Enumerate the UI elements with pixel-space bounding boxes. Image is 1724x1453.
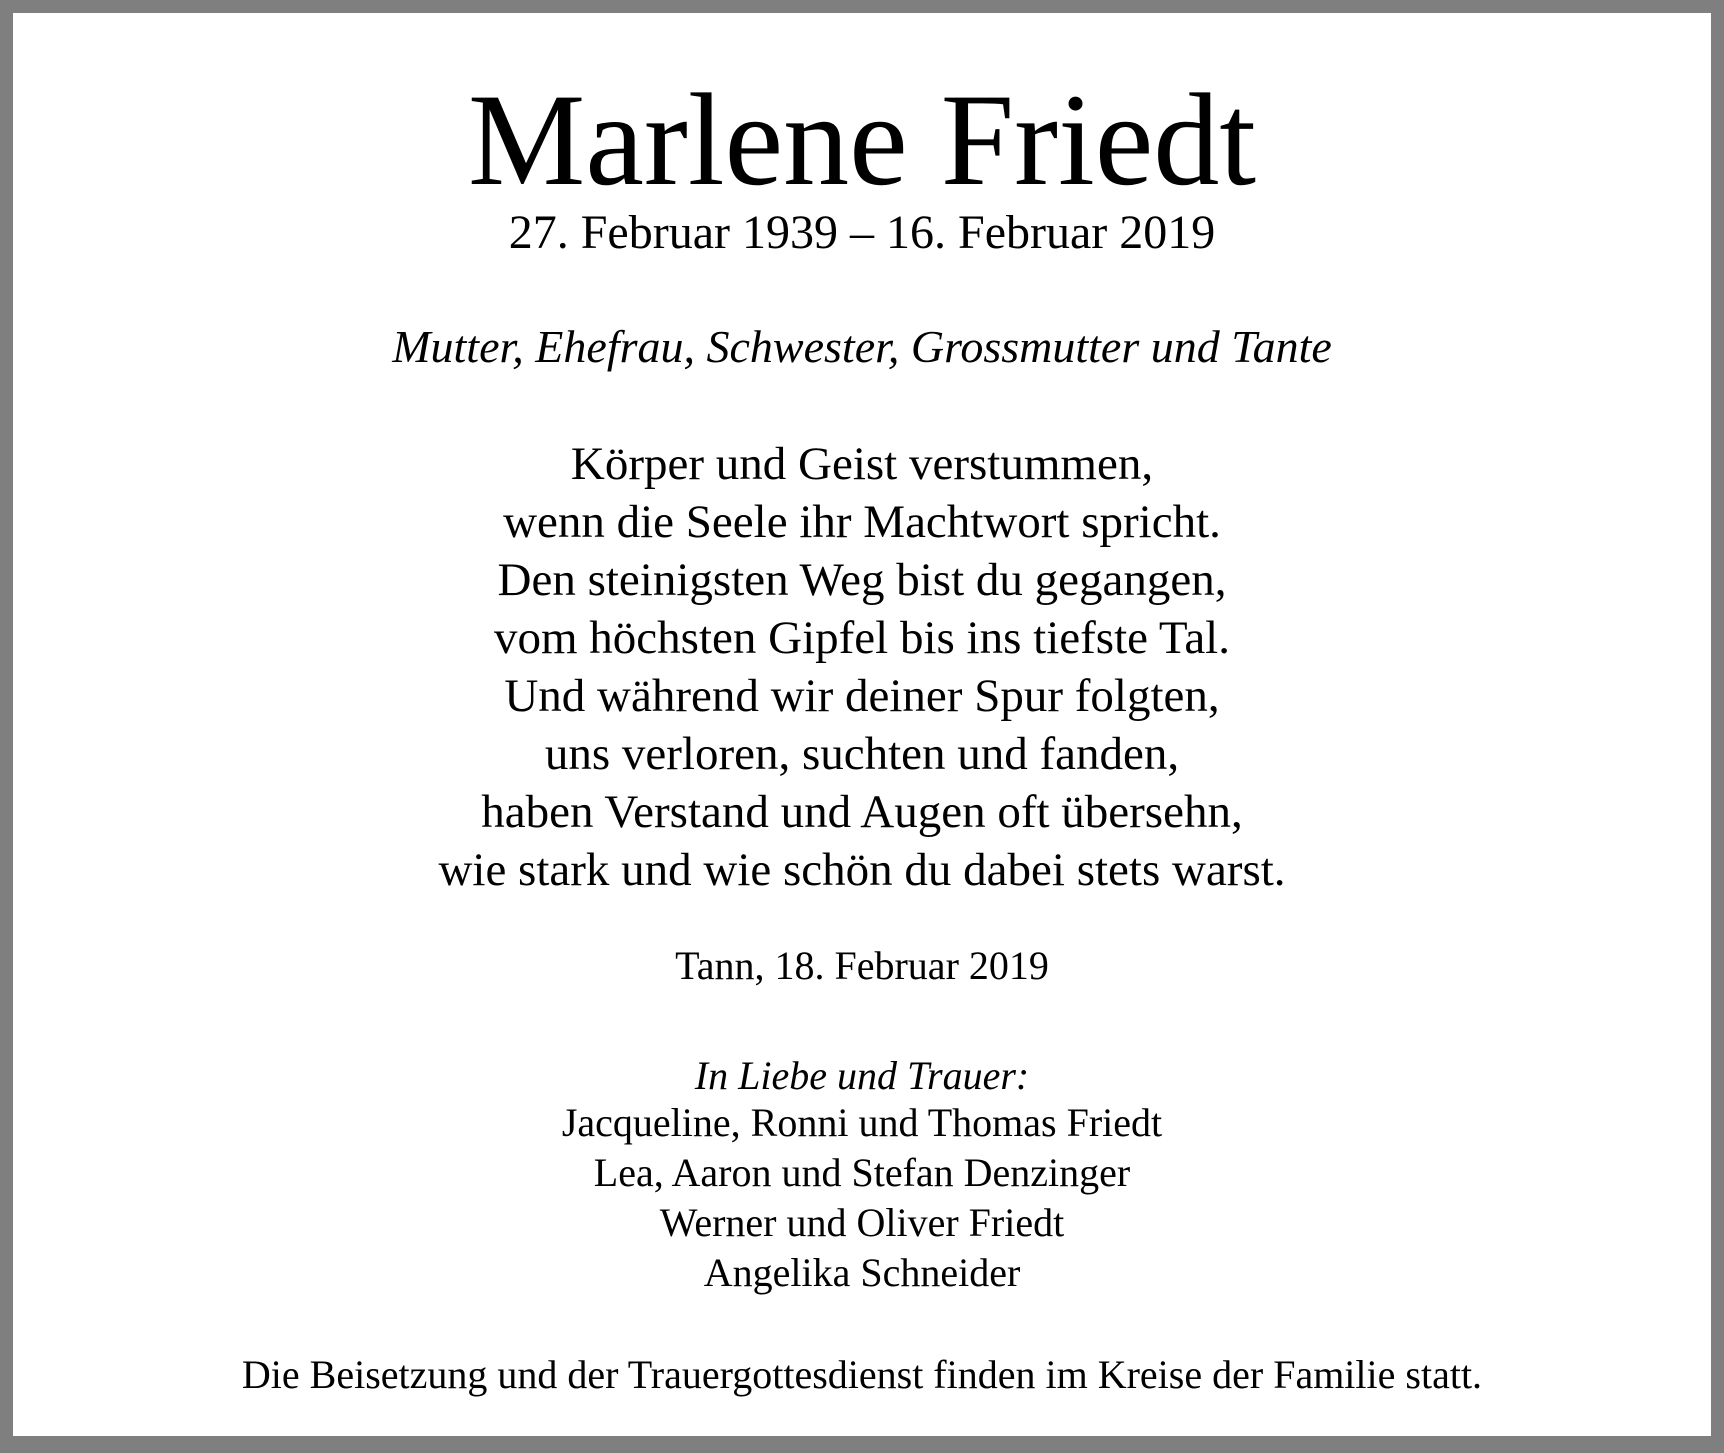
poem-line: uns verloren, suchten und fanden, xyxy=(544,728,1180,780)
poem-line: haben Verstand und Augen oft übersehn, xyxy=(481,786,1243,838)
funeral-notice: Die Beisetzung und der Trauergottesdienst finden im Kreise der Familie statt. xyxy=(241,1352,1483,1397)
family-roles: Mutter, Ehefrau, Schwester, Grossmutter und Tante xyxy=(392,321,1332,372)
deceased-name: Marlene Friedt xyxy=(467,66,1257,213)
poem-line: Körper und Geist verstummen, xyxy=(570,438,1154,490)
mourner-entry: Angelika Schneider xyxy=(703,1250,1021,1295)
poem-line: wenn die Seele ihr Machtwort spricht. xyxy=(503,496,1221,548)
mourner-entry: Werner und Oliver Friedt xyxy=(659,1200,1065,1245)
mourners-heading: In Liebe und Trauer: xyxy=(694,1053,1030,1098)
mourner-entry: Jacqueline, Ronni und Thomas Friedt xyxy=(561,1100,1163,1145)
place-and-date: Tann, 18. Februar 2019 xyxy=(675,943,1049,988)
poem xyxy=(13,435,1711,899)
mourners-list xyxy=(13,1098,1711,1298)
poem-line: vom höchsten Gipfel bis ins tiefste Tal. xyxy=(494,612,1230,664)
poem-line: Und während wir deiner Spur folgten, xyxy=(504,670,1220,722)
obituary-page xyxy=(13,13,1711,1436)
mourner-entry: Lea, Aaron und Stefan Denzinger xyxy=(593,1150,1131,1195)
poem-line: wie stark und wie schön du dabei stets warst. xyxy=(438,844,1286,896)
life-dates: 27. Februar 1939 – 16. Februar 2019 xyxy=(508,206,1216,259)
poem-line: Den steinigsten Weg bist du gegangen, xyxy=(497,554,1227,606)
